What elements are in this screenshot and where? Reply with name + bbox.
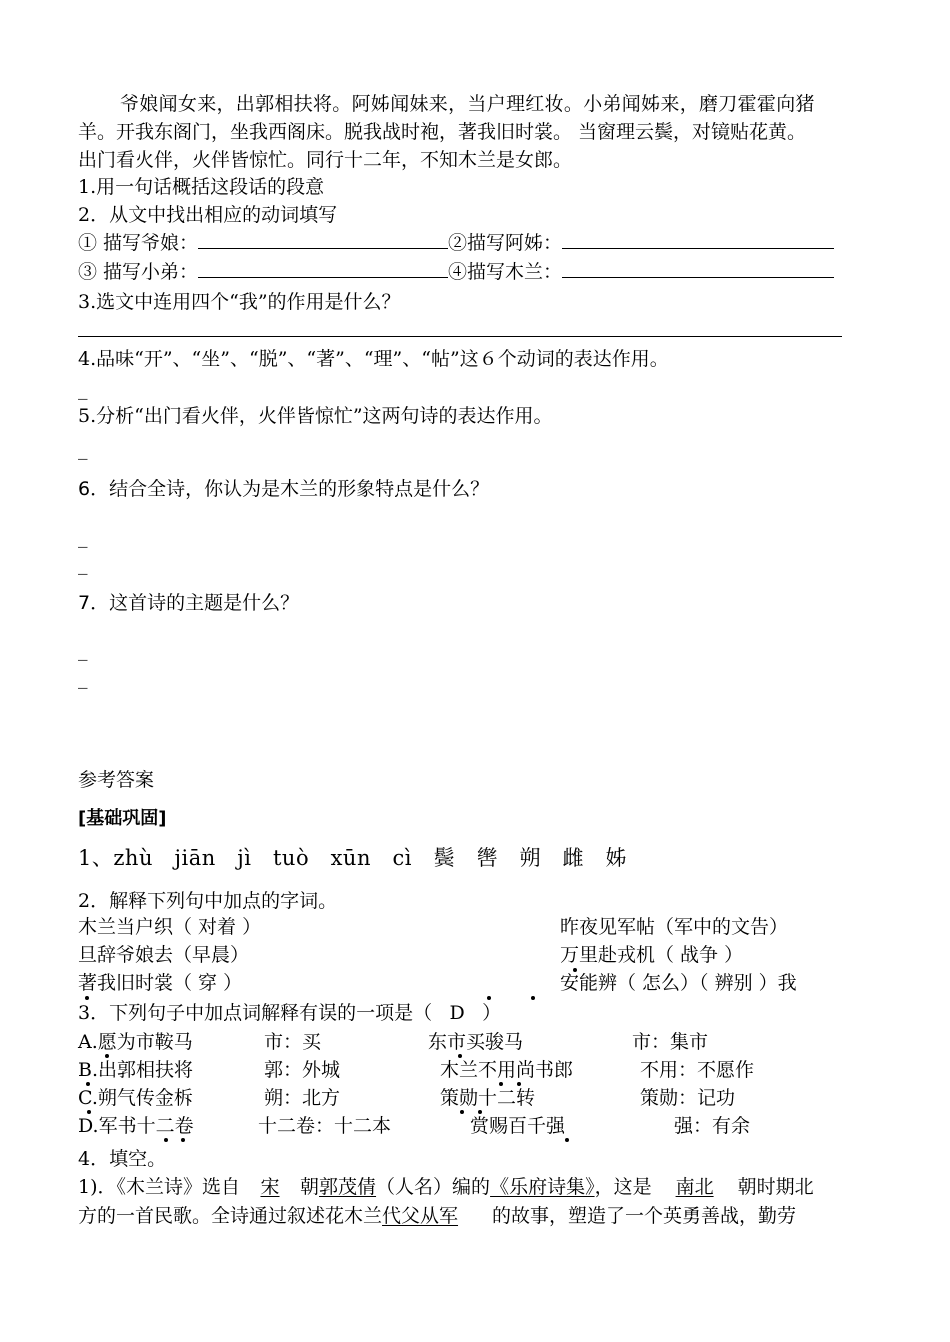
answer-4-line-1 [78,1174,814,1200]
a4-fill-period: 南北 [675,1176,714,1198]
emphasis-dot [86,1082,90,1086]
emphasis-dot [181,1138,185,1142]
q2c-label: ③ 描写小弟： [78,261,199,283]
option-a-gloss-2: 市：集市 [632,1031,709,1053]
question-1: 1.用一句话概括这段话的段意 [78,176,325,198]
emphasis-dot [499,1082,503,1086]
emphasis-dot [164,1138,168,1142]
q2c-blank[interactable] [198,259,448,278]
option-d-sentence-2: 赏赐百千强 [470,1115,566,1137]
q4-answer-dash[interactable]: _ [78,378,88,400]
a2-row1-right: 昨夜见军帖（军中的文告） [560,916,789,938]
answer-3-option-a [78,1029,878,1055]
q7-answer-dash-2[interactable]: _ [78,667,88,689]
emphasis-dot [478,1110,482,1114]
a4-text: 1)．《木兰诗》选自 [78,1176,241,1198]
a2-row1-left: 木兰当户织（ 对着 ） [78,916,262,938]
question-3: 3.选文中连用四个“我”的作用是什么？ [78,291,401,313]
a4-fill-editor: 郭茂倩 [319,1176,377,1198]
option-d-sentence: D.军书十二卷 [78,1115,194,1137]
option-a-sentence: A.愿为市鞍马 [78,1031,193,1053]
q2d-label: ④描写木兰： [448,261,563,283]
q2b-label: ②描写阿姊： [448,232,563,254]
emphasis-dot [87,1110,91,1114]
answers-section-title: [基础巩固] [78,808,167,829]
option-d-gloss: 十二卷：十二本 [258,1115,392,1137]
answer-3-option-d [78,1113,878,1139]
answer-2-row-1 [78,914,878,940]
option-b-gloss: 郭：外城 [264,1059,341,1081]
emphasis-dot [460,1110,464,1114]
a4-fill-dynasty: 宋 [260,1176,280,1198]
answer-2-row-2 [78,942,878,968]
a2-row3-right: 安能辨（ 怎么）（ 辨别 ）我 [560,972,797,994]
q3-answer-line[interactable] [78,336,842,337]
emphasis-dot [458,1054,462,1058]
a4-text: ，这是 [594,1176,652,1198]
q5-answer-dash[interactable]: _ [78,438,88,460]
q6-answer-dash-1[interactable]: _ [78,526,88,548]
option-c-sentence: C.朔气传金柝 [78,1087,193,1109]
option-c-gloss-2: 策勋：记功 [640,1087,736,1109]
option-b-sentence-2: 木兰不用尚书郎 [440,1059,574,1081]
option-c-sentence-2: 策勋十二转 [440,1087,536,1109]
a2-row3-left: 著我旧时裳（ 穿 ） [78,972,243,994]
a4-text: 的故事，塑造了一个英勇善战，勤劳 [492,1205,797,1227]
q7-answer-dash-1[interactable]: _ [78,639,88,661]
a2-row2-left: 旦辞爷娘去（早晨） [78,944,250,966]
question-2-row-1 [78,230,878,256]
option-a-sentence-2: 东市买骏马 [428,1031,524,1053]
answer-4-title: 4．填空。 [78,1148,167,1170]
emphasis-dot [573,968,577,972]
question-5: 5.分析“出门看火伴，火伴皆惊忙”这两句诗的表达作用。 [78,405,553,427]
answer-3-option-b [78,1057,878,1083]
answer-2-row-3 [78,970,878,996]
a2-row2-right: 万里赴戎机（ 战争 ） [560,944,744,966]
a3-title-text: 3．下列句子中加点词解释有误的一项是（ [78,1002,433,1024]
passage-line-2: 羊。开我东阁门，坐我西阁床。脱我战时袍，著我旧时裳。 当窗理云鬓，对镜贴花黄。 [78,121,807,143]
a3-answer-letter: D [449,1002,465,1024]
question-2: 2．从文中找出相应的动词填写 [78,204,338,226]
option-c-gloss: 朔：北方 [264,1087,341,1109]
a3-title-close: ） [482,1002,502,1024]
pinyin-answer-line: 1、zhù jiān jì tuò xūn cì 鬓 辔 朔 雌 姊 [78,846,627,870]
q2d-blank[interactable] [562,259,834,278]
emphasis-dot [565,1138,569,1142]
option-d-gloss-2: 强：有余 [674,1115,751,1137]
emphasis-dot [517,1082,521,1086]
answer-3-option-c [78,1085,878,1111]
a4-fill-story: 代父从军 [382,1205,459,1227]
a4-text: 朝时期北 [737,1176,814,1198]
emphasis-dot [105,1054,109,1058]
option-b-gloss-2: 不用：不愿作 [640,1059,755,1081]
a4-fill-collection: 《乐府诗集》 [490,1176,595,1198]
question-4: 4.品味“开”、“坐”、“脱”、“著”、“理”、“帖”这６个动词的表达作用。 [78,348,669,370]
q2b-blank[interactable] [562,230,834,249]
question-7: 7．这首诗的主题是什么？ [78,592,300,614]
answers-heading: 参考答案 [78,769,155,791]
option-a-gloss: 市：买 [264,1031,322,1053]
answer-4-line-2 [78,1203,796,1229]
option-b-sentence: B.出郭相扶将 [78,1059,194,1081]
question-6: 6．结合全诗，你认为是木兰的形象特点是什么？ [78,478,490,500]
passage-line-3: 出门看火伴，火伴皆惊忙。同行十二年，不知木兰是女郎。 [78,149,573,171]
a4-text: （人名）编的 [376,1176,491,1198]
q2a-label: ① 描写爷娘： [78,232,199,254]
passage-line-1: 爷娘闻女来，出郭相扶将。阿姊闻妹来，当户理红妆。小弟闻姊来，磨刀霍霍向猪 [120,93,815,115]
q6-answer-dash-2[interactable]: _ [78,553,88,575]
question-2-row-2 [78,259,878,285]
a4-text: 朝 [300,1176,320,1198]
q2a-blank[interactable] [198,230,448,249]
answer-2-title: 2．解释下列句中加点的字词。 [78,890,338,912]
answer-3-title [78,1000,878,1026]
a4-text: 方的一首民歌。全诗通过叙述花木兰 [78,1205,383,1227]
